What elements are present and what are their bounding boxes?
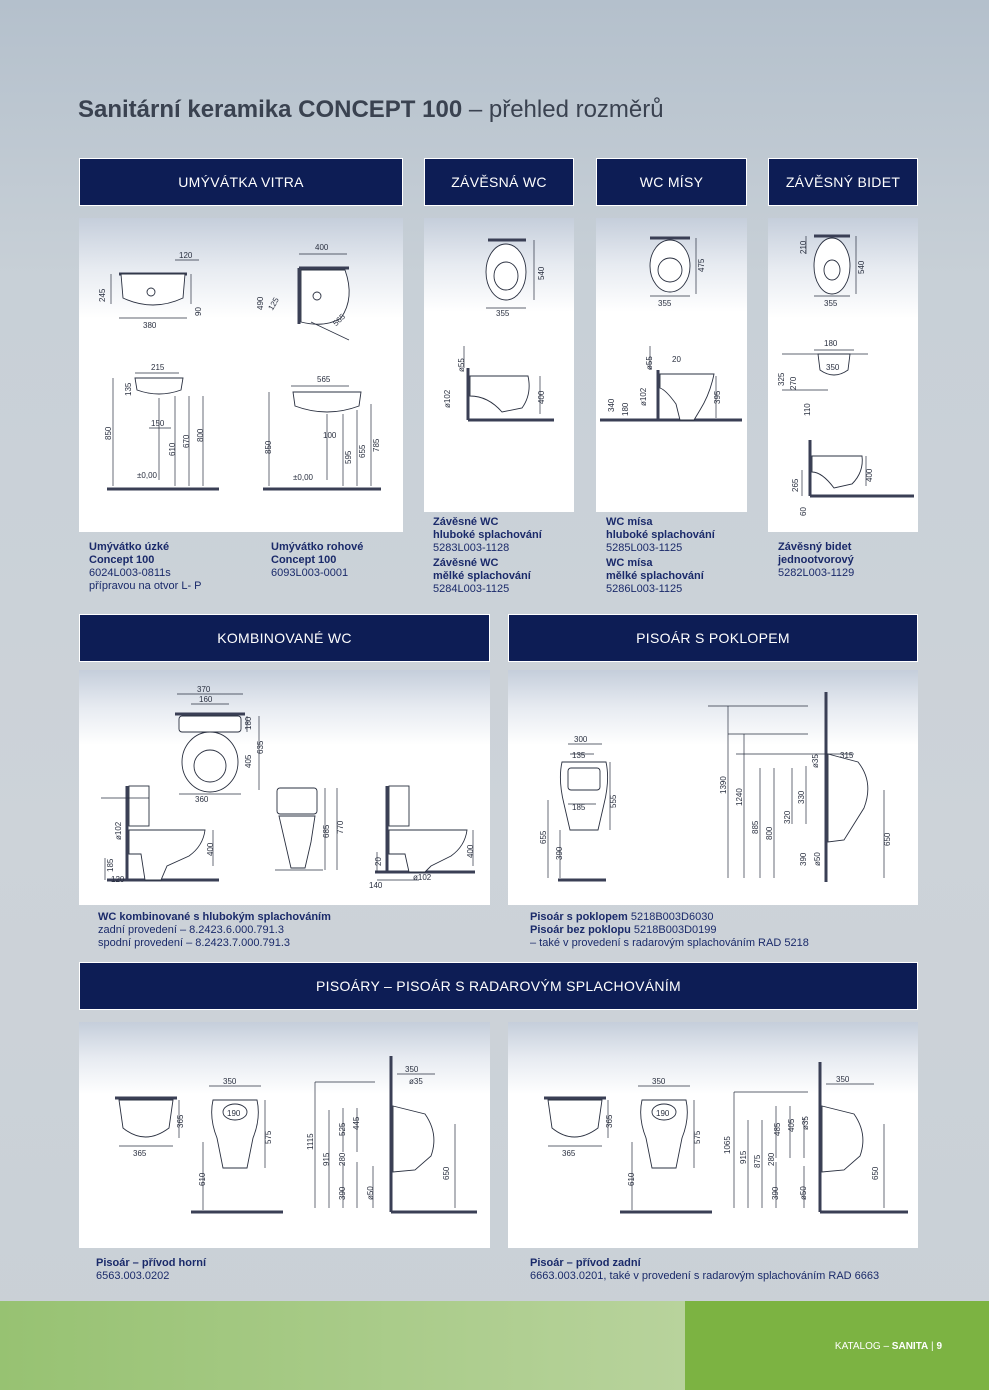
dim-u2-595: 595 [344,450,353,464]
dim-ph-190: 190 [227,1109,241,1118]
dim-bd-210: 210 [799,240,808,254]
caption-line: hluboké splachování [606,529,715,541]
dim-ph-d50: ø50 [366,1186,375,1200]
caption-umyvatko-rohove [271,541,363,580]
dim-pp-655: 655 [539,830,548,844]
dim-kw-d102-b: ø102 [413,873,432,882]
dim-zw-355: 355 [496,309,510,318]
dim-pz-390: 390 [771,1186,780,1200]
caption-line [530,924,809,937]
dim-pz-575: 575 [693,1130,702,1144]
caption-pisoar-poklop [530,911,809,950]
caption-code: 5285L003-1125 [606,542,683,554]
dim-ph-915: 915 [322,1152,331,1166]
dim-u1-120: 120 [179,251,193,260]
dim-u2-125: 125 [266,295,281,312]
caption-line: Umývátko rohové [271,541,364,553]
caption-code: 5218B003D0199 [630,924,717,936]
panel-pisoar-zadni [508,1022,918,1248]
caption-wc-misa [606,516,715,596]
panel-pisoar-s-poklopem [508,670,918,905]
wc-misy-drawings [596,218,747,512]
kombinovane-wc-drawings [79,670,490,905]
caption-code: 5283L003-1128 [433,542,510,554]
dim-kw-770: 770 [336,820,345,834]
panel-zavesny-bidet [768,218,918,532]
dim-u1-245: 245 [98,288,107,302]
caption-line: Závěsný bidet [778,541,852,553]
footer-catalog: KATALOG – [834,1341,892,1352]
footer-catalog-label [835,1341,942,1352]
dim-bd-350: 350 [826,363,840,372]
dim-u2-565-top: 565 [331,312,348,328]
caption-line [530,911,809,924]
dim-u1-380: 380 [143,321,157,330]
dim-wm-d55: ø55 [645,356,654,370]
dim-u1-90: 90 [194,307,203,316]
dim-pz-190: 190 [656,1109,670,1118]
caption-code: 5284L003-1125 [433,583,510,595]
dim-wm-180: 180 [621,402,630,416]
dim-pz-650: 650 [871,1166,880,1180]
caption-line: – také v provedení s radarovým splachováním RAD 5218 [530,937,809,949]
dim-pp-885: 885 [751,820,760,834]
dim-kw-370: 370 [197,685,211,694]
section-header-umyvatka: UMÝVÁTKA VITRA [79,158,403,206]
caption-line: Concept 100 [271,554,337,566]
dim-wm-d102: ø102 [639,387,648,406]
dim-pp-330: 330 [797,790,806,804]
footer-separator: | [928,1341,937,1352]
dim-ph-350-top: 365 [176,1114,185,1128]
dim-pz-350-side: 350 [836,1075,850,1084]
dim-ph-1115: 1115 [306,1133,315,1150]
panel-kombinovane-wc [79,670,490,905]
dim-u1-800: 800 [196,428,205,442]
dim-u1-135: 135 [124,382,133,396]
dim-u2-490: 490 [256,296,265,310]
caption-code: 5218B003D6030 [627,911,714,923]
dim-u2-400: 400 [315,243,329,252]
caption-bold: Pisoár s poklopem [530,911,628,923]
dim-pz-915: 915 [739,1150,748,1164]
caption-pisoar-horni [96,1257,206,1283]
page-title [78,96,664,124]
pisoar-s-poklopem-drawings [508,670,918,905]
dim-ph-445: 445 [352,1116,361,1130]
caption-code: 6093L003-0001 [271,567,349,579]
dim-kw-635: 635 [256,740,265,754]
caption-line: spodní provedení – 8.2423.7.000.791.3 [98,937,291,949]
dim-kw-405: 405 [244,754,253,768]
dim-pp-135: 135 [572,751,586,760]
dim-pz-d50: ø50 [799,1186,808,1200]
dim-pp-d35: ø35 [811,754,820,768]
dim-u2-100: 100 [323,431,337,440]
dim-bd-400: 400 [865,468,874,482]
dim-pz-365-front: 350 [652,1077,666,1086]
dim-u2-565-front: 565 [317,375,331,384]
dim-pp-300: 300 [574,735,588,744]
caption-bidet [778,541,854,580]
zavesny-bidet-drawings [768,218,918,532]
caption-line: Concept 100 [89,554,155,566]
dim-bd-540: 540 [857,260,866,274]
caption-bold: Pisoár bez poklopu [530,924,631,936]
footer-band-left [0,1301,685,1390]
dim-pz-485: 485 [773,1122,782,1136]
caption-code: 5282L003-1129 [778,567,855,579]
dim-kw-360: 360 [195,795,209,804]
dim-bd-265: 265 [791,478,800,492]
dim-pz-405: 405 [787,1118,796,1132]
zavesna-wc-drawings [424,218,574,512]
caption-line: přípravou na otvor L- P [89,580,202,592]
pisoar-zadni-drawings [508,1022,918,1248]
panel-umyvatka [79,218,403,532]
pisoar-horni-drawings [79,1022,490,1248]
section-header-pisoar-s-poklopem: PISOÁR S POKLOPEM [508,614,918,662]
caption-line: mělké splachování [433,570,531,582]
dim-ph-365-top: 365 [133,1149,147,1158]
dim-pz-1065: 1065 [723,1136,732,1154]
dim-bd-325: 325 [777,372,786,386]
dim-pz-350-top: 365 [605,1114,614,1128]
dim-bd-180: 180 [824,339,838,348]
dim-bd-355: 355 [824,299,838,308]
dim-zw-d102: ø102 [443,389,452,408]
caption-line: zadní provedení – 8.2423.6.000.791.3 [98,924,284,936]
caption-line: Závěsné WC [433,557,499,569]
caption-kombi [98,911,331,950]
panel-zavesna-wc [424,218,574,512]
dim-kw-160: 160 [199,695,213,704]
dim-pp-315: 315 [840,751,854,760]
dim-ph-575: 575 [264,1130,273,1144]
umyvatka-drawings [79,218,403,532]
dim-pz-280: 280 [767,1152,776,1166]
section-header-pisoary: PISOÁRY – PISOÁR S RADAROVÝM SPLACHOVÁNÍM [79,962,918,1010]
caption-zavesne-wc [433,516,542,596]
dim-kw-20: 20 [374,857,383,866]
dim-kw-185: 185 [106,858,115,872]
dim-u1-150: 150 [151,419,165,428]
page-number: 9 [936,1341,942,1352]
dim-ph-280: 280 [338,1152,347,1166]
dim-pp-555: 555 [609,794,618,808]
dim-wm-20: 20 [672,355,681,364]
dim-ph-650: 650 [442,1166,451,1180]
dim-ph-d35: ø35 [409,1077,423,1086]
section-header-zavesna-wc: ZÁVĚSNÁ WC [424,158,574,206]
page-title-rest: – přehled rozměrů [462,96,664,123]
caption-line: WC mísa [606,516,653,528]
dim-zw-400: 400 [537,390,546,404]
dim-pp-1390: 1390 [719,776,728,794]
caption-line: hluboké splachování [433,529,542,541]
caption-pisoar-zadni [530,1257,879,1283]
dim-ph-390: 390 [338,1186,347,1200]
dim-pp-320: 320 [783,810,792,824]
dim-ph-610: 610 [198,1172,207,1186]
dim-u1-zero: ±0,00 [137,471,157,480]
dim-pp-800: 800 [765,826,774,840]
dim-wm-475: 475 [697,258,706,272]
dim-kw-180: 180 [244,716,253,730]
dim-u2-zero: ±0,00 [293,473,313,482]
dim-kw-400-b: 400 [466,844,475,858]
section-header-wc-misy: WC MÍSY [596,158,747,206]
caption-line: Umývátko úzké [89,541,170,553]
caption-code: 6024L003-0811s [89,567,171,579]
dim-pz-610: 610 [627,1172,636,1186]
dim-pp-d50: ø50 [813,852,822,866]
section-header-zavesny-bidet: ZÁVĚSNÝ BIDET [768,158,918,206]
dim-pp-185: 185 [572,803,586,812]
dim-kw-685: 685 [322,824,331,838]
dim-kw-120: 120 [111,875,125,884]
dim-pz-365-top: 365 [562,1149,576,1158]
dim-pp-1240: 1240 [735,788,744,806]
dim-wm-355: 355 [658,299,672,308]
dim-pz-d35: ø35 [801,1116,810,1130]
page-title-bold: Sanitární keramika CONCEPT 100 [78,96,463,123]
dim-pp-390-b: 390 [799,852,808,866]
dim-ph-365-front: 350 [223,1077,237,1086]
dim-kw-d102-a: ø102 [114,821,123,840]
caption-line: Pisoár – přívod horní [96,1257,207,1269]
dim-wm-340: 340 [607,398,616,412]
dim-u2-785: 785 [372,438,381,452]
dim-u1-610: 610 [168,442,177,456]
dim-kw-400: 400 [206,842,215,856]
dim-zw-d55: ø55 [457,358,466,372]
caption-line: mělké splachování [606,570,704,582]
caption-line: Závěsné WC [433,516,499,528]
footer-brand: SANITA [891,1341,929,1352]
dim-u1-850: 850 [104,426,113,440]
dim-u1-670: 670 [182,434,191,448]
caption-line: Pisoár – přívod zadní [530,1257,641,1269]
caption-umyvatko-uzke [89,541,202,593]
caption-code: 5286L003-1125 [606,583,683,595]
dim-u2-655: 655 [358,444,367,458]
section-header-kombinovane-wc: KOMBINOVANÉ WC [79,614,490,662]
panel-pisoar-horni [79,1022,490,1248]
dim-kw-140: 140 [369,881,383,890]
dim-ph-350-side: 350 [405,1065,419,1074]
caption-code: 6563.003.0202 [96,1270,170,1282]
caption-code: 6663.003.0201, také v provedení s radarovým splachováním RAD 6663 [530,1270,880,1282]
dim-bd-60: 60 [799,507,808,516]
caption-line: WC kombinované s hlubokým splachováním [98,911,331,923]
dim-zw-540: 540 [537,266,546,280]
dim-bd-110: 110 [803,403,812,416]
dim-bd-270: 270 [789,376,798,390]
dim-ph-525: 525 [338,1122,347,1136]
dim-wm-395: 395 [713,390,722,404]
dim-u2-850: 850 [264,440,273,454]
dim-pp-390: 390 [555,846,564,860]
caption-line: WC mísa [606,557,653,569]
caption-line: jednootvorový [778,554,854,566]
dim-pz-875: 875 [753,1154,762,1168]
panel-wc-misy [596,218,747,512]
dim-pp-650: 650 [883,832,892,846]
dim-u1-215: 215 [151,363,165,372]
